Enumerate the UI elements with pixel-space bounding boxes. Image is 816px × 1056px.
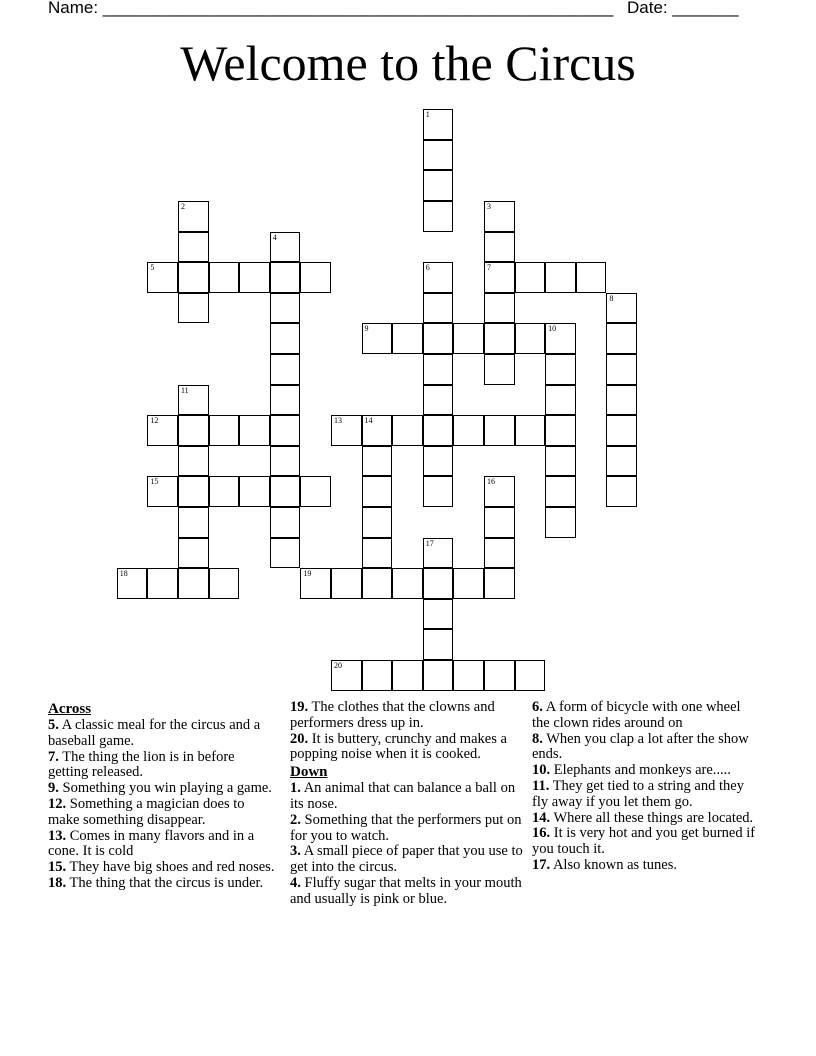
grid-cell[interactable]: [484, 507, 515, 538]
grid-cell[interactable]: [423, 323, 454, 354]
clue-number: 14: [364, 416, 373, 426]
down-clue: [532, 779, 760, 811]
grid-cell[interactable]: [484, 354, 515, 385]
grid-cell[interactable]: [423, 201, 454, 232]
grid-cell[interactable]: [331, 660, 362, 691]
grid-cell[interactable]: [270, 323, 301, 354]
grid-cell[interactable]: [270, 476, 301, 507]
clue-number: 15.: [48, 859, 67, 876]
clue-number: 16.: [532, 825, 551, 842]
clue-number: 5.: [48, 717, 59, 733]
clue-number: 16: [486, 477, 495, 487]
clue-column-1: [48, 700, 276, 892]
grid-cell[interactable]: [178, 201, 209, 232]
grid-cell[interactable]: [545, 415, 576, 446]
grid-cell[interactable]: [453, 568, 484, 599]
down-clue: [532, 826, 760, 858]
clue-number: 17: [425, 538, 434, 548]
grid-cell[interactable]: [423, 660, 454, 691]
grid-cell[interactable]: [545, 354, 576, 385]
grid-cell[interactable]: [606, 476, 637, 507]
grid-cell[interactable]: [423, 599, 454, 630]
clue-text: When you clap a lot after the show ends.: [532, 730, 749, 763]
across-clue: [290, 700, 526, 732]
grid-cell[interactable]: [270, 385, 301, 416]
grid-cell[interactable]: [270, 262, 301, 293]
clue-number: 19.: [290, 699, 309, 715]
grid-cell[interactable]: [270, 293, 301, 324]
clue-number: 2: [180, 202, 185, 212]
grid-cell[interactable]: [484, 476, 515, 507]
page-title: Welcome to the Circus: [180, 35, 636, 91]
clue-number: 5: [150, 263, 155, 273]
clue-column-3: [532, 700, 760, 874]
clue-number: 10: [548, 324, 557, 334]
clue-text: It is very hot and you get burned if you touch it.: [532, 825, 756, 858]
clue-text: The thing that the circus is under.: [66, 874, 264, 891]
grid-cell[interactable]: [362, 415, 393, 446]
grid-cell[interactable]: [392, 323, 423, 354]
grid-cell[interactable]: [453, 323, 484, 354]
grid-cell[interactable]: [362, 476, 393, 507]
name-field[interactable]: Name: ______________________________________________________: [48, 0, 614, 17]
clue-number: 6.: [532, 699, 543, 715]
grid-cell[interactable]: [209, 415, 240, 446]
grid-cell[interactable]: [178, 262, 209, 293]
clue-number: 12.: [48, 795, 67, 812]
across-clue: [48, 718, 276, 750]
grid-cell[interactable]: [453, 415, 484, 446]
grid-cell[interactable]: [606, 415, 637, 446]
grid-cell[interactable]: [545, 323, 576, 354]
down-heading: Down: [290, 764, 328, 781]
clue-text: Elephants and monkeys are.....: [550, 762, 731, 779]
grid-cell[interactable]: [423, 170, 454, 201]
grid-cell[interactable]: [362, 660, 393, 691]
across-heading: Across: [48, 701, 92, 717]
grid-cell[interactable]: [423, 293, 454, 324]
grid-cell[interactable]: [147, 568, 178, 599]
grid-cell[interactable]: [362, 538, 393, 569]
grid-cell[interactable]: [515, 262, 546, 293]
clue-text: Something a magician does to make something disappear.: [48, 795, 245, 828]
across-clue: [48, 876, 276, 892]
grid-cell[interactable]: [147, 415, 178, 446]
grid-cell[interactable]: [423, 354, 454, 385]
grid-cell[interactable]: [484, 232, 515, 263]
grid-cell[interactable]: [178, 507, 209, 538]
clue-number: 11.: [532, 777, 550, 794]
clue-number: 4: [272, 232, 277, 242]
grid-cell[interactable]: [423, 629, 454, 660]
grid-cell[interactable]: [484, 323, 515, 354]
grid-cell[interactable]: [453, 660, 484, 691]
grid-cell[interactable]: [606, 293, 637, 324]
grid-cell[interactable]: [484, 415, 515, 446]
clue-number: 1.: [290, 780, 301, 797]
clue-number: 18.: [48, 874, 67, 891]
clue-text: Fluffy sugar that melts in your mouth and usually is pink or blue.: [290, 874, 522, 907]
down-clue: [290, 844, 526, 876]
grid-cell[interactable]: [423, 568, 454, 599]
grid-cell[interactable]: [270, 354, 301, 385]
clue-number: 3.: [290, 843, 301, 860]
clue-number: 3: [486, 202, 491, 212]
grid-cell[interactable]: [484, 660, 515, 691]
clue-number: 2.: [290, 811, 301, 828]
across-clue: [48, 860, 276, 876]
across-clue: [48, 797, 276, 829]
across-clue: [290, 732, 526, 764]
grid-cell[interactable]: [117, 568, 148, 599]
clue-number: 19: [303, 569, 312, 579]
clue-text: A classic meal for the circus and a baseball game.: [48, 717, 261, 749]
grid-cell[interactable]: [178, 415, 209, 446]
grid-cell[interactable]: [545, 476, 576, 507]
clue-number: 18: [119, 569, 128, 579]
grid-cell[interactable]: [392, 415, 423, 446]
grid-cell[interactable]: [392, 660, 423, 691]
grid-cell[interactable]: [239, 415, 270, 446]
grid-cell[interactable]: [545, 446, 576, 477]
clue-text: It is buttery, crunchy and makes a popping noise when it is cooked.: [290, 730, 507, 763]
grid-cell[interactable]: [178, 476, 209, 507]
grid-cell[interactable]: [270, 415, 301, 446]
clue-number: 8: [609, 293, 614, 303]
clue-number: 20: [333, 661, 342, 671]
grid-cell[interactable]: [270, 446, 301, 477]
grid-cell[interactable]: [423, 385, 454, 416]
grid-cell[interactable]: [178, 568, 209, 599]
grid-cell[interactable]: [362, 446, 393, 477]
across-clue: [48, 750, 276, 782]
grid-cell[interactable]: [515, 660, 546, 691]
grid-cell[interactable]: [484, 568, 515, 599]
grid-cell[interactable]: [178, 385, 209, 416]
clue-number: 4.: [290, 874, 301, 891]
down-clue: [532, 811, 760, 827]
grid-cell[interactable]: [606, 323, 637, 354]
grid-cell[interactable]: [270, 232, 301, 263]
grid-cell[interactable]: [239, 262, 270, 293]
down-clue: [532, 700, 760, 732]
grid-cell[interactable]: [362, 507, 393, 538]
clue-number: 12: [150, 416, 159, 426]
clue-text: Also known as tunes.: [550, 856, 677, 873]
clue-number: 20.: [290, 730, 309, 747]
across-clue: [48, 829, 276, 861]
clue-number: 13.: [48, 827, 67, 844]
clue-number: 9.: [48, 780, 59, 797]
clue-number: 11: [180, 385, 189, 395]
clue-number: 8.: [532, 730, 543, 747]
grid-cell[interactable]: [300, 476, 331, 507]
grid-cell[interactable]: [178, 538, 209, 569]
grid-cell[interactable]: [362, 568, 393, 599]
grid-cell[interactable]: [576, 262, 607, 293]
grid-cell[interactable]: [239, 476, 270, 507]
grid-cell[interactable]: [178, 446, 209, 477]
grid-cell[interactable]: [606, 446, 637, 477]
grid-cell[interactable]: [362, 323, 393, 354]
down-clue: [532, 732, 760, 764]
grid-cell[interactable]: [545, 507, 576, 538]
grid-cell[interactable]: [484, 538, 515, 569]
clue-number: 1: [425, 110, 430, 120]
clue-text: The clothes that the clowns and performers dress up in.: [290, 699, 495, 731]
grid-cell[interactable]: [423, 262, 454, 293]
clue-text: They have big shoes and red noses.: [66, 859, 275, 876]
grid-cell[interactable]: [423, 446, 454, 477]
grid-cell[interactable]: [484, 293, 515, 324]
grid-cell[interactable]: [209, 262, 240, 293]
grid-cell[interactable]: [606, 385, 637, 416]
grid-cell[interactable]: [147, 476, 178, 507]
grid-cell[interactable]: [545, 262, 576, 293]
grid-cell[interactable]: [300, 262, 331, 293]
clue-text: They get tied to a string and they fly away if you let them go.: [532, 777, 744, 810]
grid-cell[interactable]: [423, 415, 454, 446]
down-clue: [290, 876, 526, 908]
clue-text: An animal that can balance a ball on its nose.: [290, 780, 516, 812]
across-clue: [48, 781, 276, 797]
clue-number: 14.: [532, 809, 551, 826]
grid-cell[interactable]: [147, 262, 178, 293]
grid-cell[interactable]: [270, 507, 301, 538]
grid-cell[interactable]: [515, 323, 546, 354]
clue-number: 15: [150, 477, 159, 487]
grid-cell[interactable]: [484, 201, 515, 232]
grid-cell[interactable]: [270, 538, 301, 569]
clue-text: A form of bicycle with one wheel the clown rides around on: [532, 699, 741, 731]
grid-cell[interactable]: [331, 568, 362, 599]
grid-cell[interactable]: [423, 140, 454, 171]
clue-number: 6: [425, 263, 430, 273]
clue-number: 10.: [532, 762, 551, 779]
clue-number: 7: [486, 263, 491, 273]
clue-number: 13: [333, 416, 342, 426]
grid-cell[interactable]: [484, 262, 515, 293]
grid-cell[interactable]: [209, 476, 240, 507]
clue-number: 9: [364, 324, 369, 334]
grid-cell[interactable]: [545, 385, 576, 416]
clue-text: The thing the lion is in before getting released.: [48, 748, 235, 781]
grid-cell[interactable]: [178, 232, 209, 263]
clue-text: Something that the performers put on for you to watch.: [290, 811, 522, 844]
down-clue: [532, 763, 760, 779]
down-clue: [290, 813, 526, 845]
down-clue: [532, 858, 760, 874]
grid-cell[interactable]: [331, 415, 362, 446]
down-clue: [290, 781, 526, 813]
grid-cell[interactable]: [606, 354, 637, 385]
grid-cell[interactable]: [515, 415, 546, 446]
clue-number: 7.: [48, 748, 59, 765]
grid-cell[interactable]: [300, 568, 331, 599]
grid-cell[interactable]: [392, 568, 423, 599]
clue-number: 17.: [532, 856, 551, 873]
clue-text: Where all these things are located.: [550, 809, 754, 826]
clue-text: Something you win playing a game.: [58, 780, 272, 797]
grid-cell[interactable]: [423, 538, 454, 569]
clue-text: Comes in many flavors and in a cone. It is cold: [48, 827, 255, 860]
grid-cell[interactable]: [423, 109, 454, 140]
grid-cell[interactable]: [423, 476, 454, 507]
clue-column-2: [290, 700, 526, 908]
date-field[interactable]: Date: _______: [627, 0, 739, 17]
grid-cell[interactable]: [209, 568, 240, 599]
clue-text: A small piece of paper that you use to get into the circus.: [290, 843, 523, 876]
grid-cell[interactable]: [178, 293, 209, 324]
